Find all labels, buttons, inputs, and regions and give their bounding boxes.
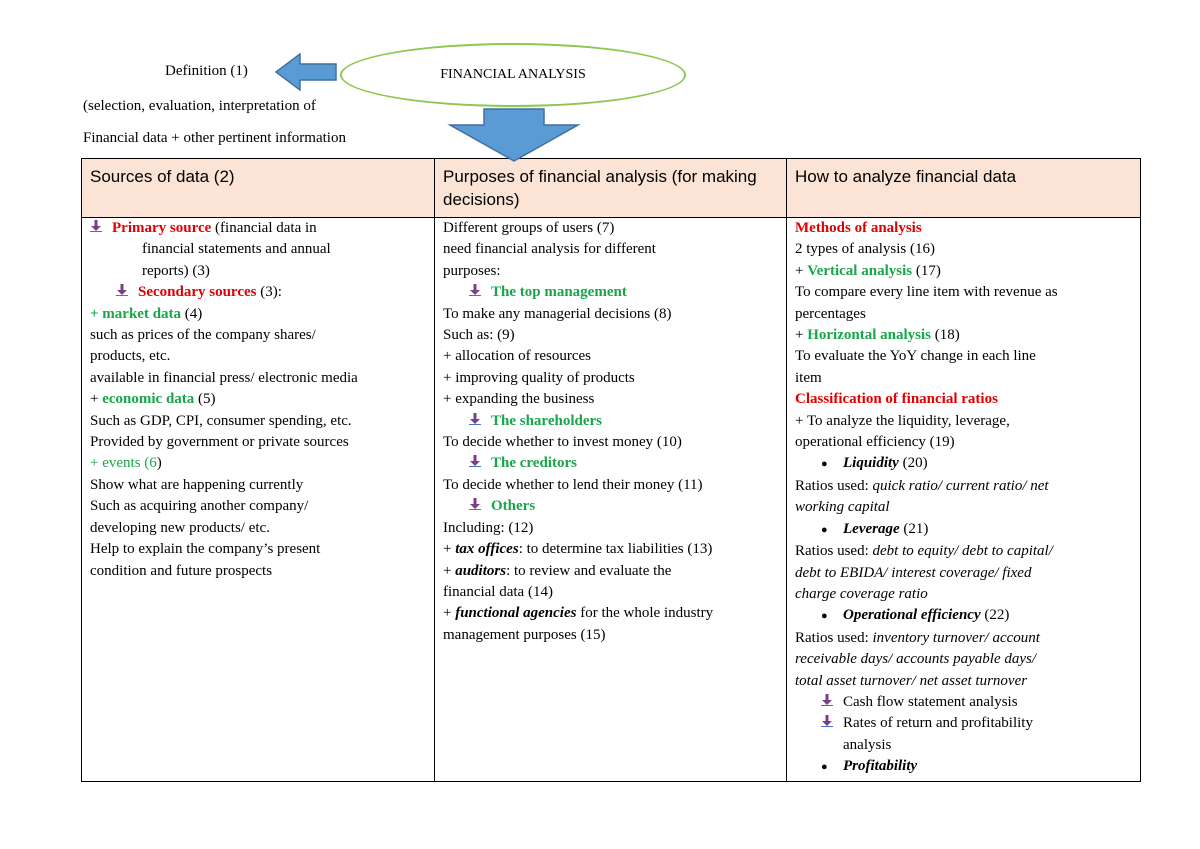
arrow-bullet-icon — [469, 282, 491, 303]
arrow-bullet-icon — [116, 282, 138, 303]
arrow-bullet-icon — [469, 496, 491, 517]
bullet-icon: ● — [821, 458, 828, 471]
column-header: Purposes of financial analysis (for making decisions) — [435, 159, 787, 218]
sources-cell: Primary source (financial data in financial statements and annual reports) (3) Secondary sources (3): + market data (4) such as prices of the company shares/ products, etc. available in financial press/ electronic media + economic data (5) Such as GDP, CPI, consumer spending, etc. Provided by government or private sources + events (6) Show what are happening currently Such as acquiring another company/ developing new products/ etc. Help to explain the company’s present condition and future prospects — [82, 218, 435, 782]
arrow-bullet-icon — [821, 692, 843, 713]
bullet-icon: ● — [821, 761, 828, 774]
definition-detail-1: (selection, evaluation, interpretation of — [83, 98, 316, 114]
table-body-row — [82, 218, 1141, 782]
methods-cell: Methods of analysis 2 types of analysis (16) + Vertical analysis (17) To compare every line item with revenue as percentages + Horizontal analysis (18) To evaluate the YoY change in each line item Classification of financial ratios + To analyze the liquidity, leverage, operational efficiency (19) ● Liquidity (20) Ratios used: quick ratio/ current ratio/ net working capital ● Leverage (21) Ratios used: debt to equity/ debt to capital/ debt to EBIDA/ interest coverage/ fixed charge coverage ratio ● Operational efficiency (22) Ratios used: inventory turnover/ account receivable days/ accounts payable days/ total asset turnover/ net asset turnover Cash flow statement analysis Rates of return and profitability analysis ● Profitability — [787, 218, 1141, 782]
definition-label: Definition (1) — [165, 63, 248, 79]
arrow-bullet-icon — [821, 713, 843, 734]
bullet-icon: ● — [821, 610, 828, 623]
list-item: Secondary sources (3): — [90, 282, 426, 303]
column-header: Sources of data (2) — [82, 159, 435, 218]
arrow-bullet-icon — [469, 411, 491, 432]
analysis-table — [81, 158, 1141, 782]
left-arrow-icon — [274, 52, 338, 92]
title-ellipse — [340, 43, 686, 107]
arrow-bullet-icon — [469, 453, 491, 474]
bullet-icon: ● — [821, 523, 828, 536]
list-item: Primary source (financial data in — [90, 218, 426, 239]
purposes-cell: Different groups of users (7) need financial analysis for different purposes: The top management To make any managerial decisions (8) Such as: (9) + allocation of resources + improving quality of products + expanding the business The shareholders To decide whether to invest money (10) The creditors To decide whether to lend their money (11) Others Including: (12) + tax offices: to determine tax liabilities (13) + auditors: to review and evaluate the financial data (14) + functional agencies for the whole industry management purposes (15) — [435, 218, 787, 782]
definition-detail-2: Financial data + other pertinent information — [83, 130, 346, 146]
down-arrow-icon — [446, 107, 582, 163]
column-header: How to analyze financial data — [787, 159, 1141, 218]
table-header-row — [82, 159, 1141, 218]
arrow-bullet-icon — [90, 218, 112, 239]
title: FINANCIAL ANALYSIS — [440, 67, 586, 82]
